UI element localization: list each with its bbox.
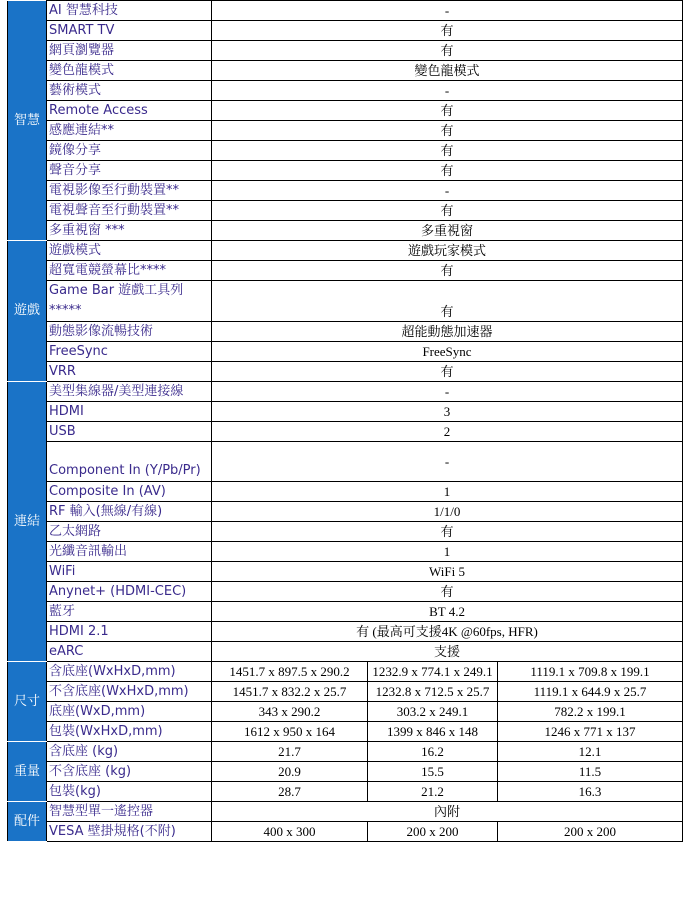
- row-value: 內附: [212, 802, 683, 822]
- row-label: 光纖音訊輸出: [47, 542, 212, 562]
- row-value-model-3: 782.2 x 199.1: [498, 702, 683, 722]
- row-label: VESA 壁掛規格(不附): [47, 822, 212, 842]
- row-label: Component In (Y/Pb/Pr): [47, 442, 212, 482]
- row-value: 有: [212, 161, 683, 181]
- row-label: 包裝(WxHxD,mm): [47, 722, 212, 742]
- row-value: -: [212, 81, 683, 101]
- row-label: 多重視窗 ***: [47, 221, 212, 241]
- row-value: 有: [212, 582, 683, 602]
- row-value: -: [212, 442, 683, 482]
- row-label: 藍牙: [47, 602, 212, 622]
- row-value-model-3: 16.3: [498, 782, 683, 802]
- row-value: FreeSync: [212, 342, 683, 362]
- row-value: WiFi 5: [212, 562, 683, 582]
- row-label: 美型集線器/美型連接線: [47, 382, 212, 402]
- row-label: 動態影像流暢技術: [47, 322, 212, 342]
- row-value-model-2: 21.2: [368, 782, 498, 802]
- row-label: 不含底座(WxHxD,mm): [47, 682, 212, 702]
- row-value-model-2: 1232.9 x 774.1 x 249.1: [368, 662, 498, 682]
- row-value-model-1: 343 x 290.2: [212, 702, 368, 722]
- row-value: 有: [212, 261, 683, 281]
- row-label: USB: [47, 422, 212, 442]
- row-value: -: [212, 181, 683, 201]
- row-value: -: [212, 1, 683, 21]
- row-value-model-3: 1119.1 x 644.9 x 25.7: [498, 682, 683, 702]
- row-value-model-1: 28.7: [212, 782, 368, 802]
- row-value: BT 4.2: [212, 602, 683, 622]
- row-label: 藝術模式: [47, 81, 212, 101]
- row-value: 變色龍模式: [212, 61, 683, 81]
- row-value-model-2: 303.2 x 249.1: [368, 702, 498, 722]
- row-value: 有: [212, 41, 683, 61]
- row-label: RF 輸入(無線/有線): [47, 502, 212, 522]
- row-label: Anynet+ (HDMI-CEC): [47, 582, 212, 602]
- row-value: 1: [212, 542, 683, 562]
- row-label: 智慧型單一遙控器: [47, 802, 212, 822]
- row-label: 超寬電競螢幕比****: [47, 261, 212, 281]
- category-smart: 智慧: [8, 1, 47, 241]
- row-value: 有: [212, 201, 683, 221]
- row-value: 有: [212, 21, 683, 41]
- row-label: 變色龍模式: [47, 61, 212, 81]
- row-value-model-1: 1451.7 x 832.2 x 25.7: [212, 682, 368, 702]
- row-label: 電視影像至行動裝置**: [47, 181, 212, 201]
- row-value: 1/1/0: [212, 502, 683, 522]
- category-weight: 重量: [8, 742, 47, 802]
- row-value: 1: [212, 482, 683, 502]
- row-label: 包裝(kg): [47, 782, 212, 802]
- row-value-model-1: 400 x 300: [212, 822, 368, 842]
- row-value: 有 (最高可支援4K @60fps, HFR): [212, 622, 683, 642]
- row-value-model-2: 200 x 200: [368, 822, 498, 842]
- row-label: VRR: [47, 362, 212, 382]
- row-label: WiFi: [47, 562, 212, 582]
- row-value: 有: [212, 121, 683, 141]
- row-label: 底座(WxD,mm): [47, 702, 212, 722]
- row-value: 超能動態加速器: [212, 322, 683, 342]
- row-label: 遊戲模式: [47, 241, 212, 261]
- row-value: 有: [212, 362, 683, 382]
- row-value-model-2: 1399 x 846 x 148: [368, 722, 498, 742]
- row-label: 含底座 (kg): [47, 742, 212, 762]
- row-label: eARC: [47, 642, 212, 662]
- row-label: FreeSync: [47, 342, 212, 362]
- row-label: Remote Access: [47, 101, 212, 121]
- row-value: 有: [212, 522, 683, 542]
- row-value-model-3: 200 x 200: [498, 822, 683, 842]
- row-value-model-1: 20.9: [212, 762, 368, 782]
- row-value-model-2: 15.5: [368, 762, 498, 782]
- category-accessory: 配件: [8, 802, 47, 842]
- row-label: 網頁瀏覽器: [47, 41, 212, 61]
- row-value: 遊戲玩家模式: [212, 241, 683, 261]
- row-value-model-2: 16.2: [368, 742, 498, 762]
- row-label: 乙太網路: [47, 522, 212, 542]
- row-label: 感應連結**: [47, 121, 212, 141]
- row-label: Composite In (AV): [47, 482, 212, 502]
- row-value-model-3: 1119.1 x 709.8 x 199.1: [498, 662, 683, 682]
- row-label: 鏡像分享: [47, 141, 212, 161]
- row-label: HDMI: [47, 402, 212, 422]
- row-value-model-1: 21.7: [212, 742, 368, 762]
- category-gaming: 遊戲: [8, 241, 47, 382]
- row-value: 有: [212, 101, 683, 121]
- row-label: Game Bar 遊戲工具列 *****: [47, 281, 212, 322]
- row-value: 多重視窗: [212, 221, 683, 241]
- row-label: HDMI 2.1: [47, 622, 212, 642]
- spec-table: [7, 0, 683, 842]
- row-value-model-1: 1451.7 x 897.5 x 290.2: [212, 662, 368, 682]
- row-label: 含底座(WxHxD,mm): [47, 662, 212, 682]
- row-value: 有: [212, 141, 683, 161]
- row-value: 3: [212, 402, 683, 422]
- row-label: 聲音分享: [47, 161, 212, 181]
- row-label: 不含底座 (kg): [47, 762, 212, 782]
- row-label: SMART TV: [47, 21, 212, 41]
- category-connect: 連結: [8, 382, 47, 662]
- row-value: 支援: [212, 642, 683, 662]
- row-value-model-2: 1232.8 x 712.5 x 25.7: [368, 682, 498, 702]
- row-label: 電視聲音至行動裝置**: [47, 201, 212, 221]
- category-size: 尺寸: [8, 662, 47, 742]
- row-label: AI 智慧科技: [47, 1, 212, 21]
- row-value: -: [212, 382, 683, 402]
- row-value-model-1: 1612 x 950 x 164: [212, 722, 368, 742]
- row-value: 2: [212, 422, 683, 442]
- row-value-model-3: 11.5: [498, 762, 683, 782]
- row-value: 有: [212, 281, 683, 322]
- row-value-model-3: 1246 x 771 x 137: [498, 722, 683, 742]
- row-value-model-3: 12.1: [498, 742, 683, 762]
